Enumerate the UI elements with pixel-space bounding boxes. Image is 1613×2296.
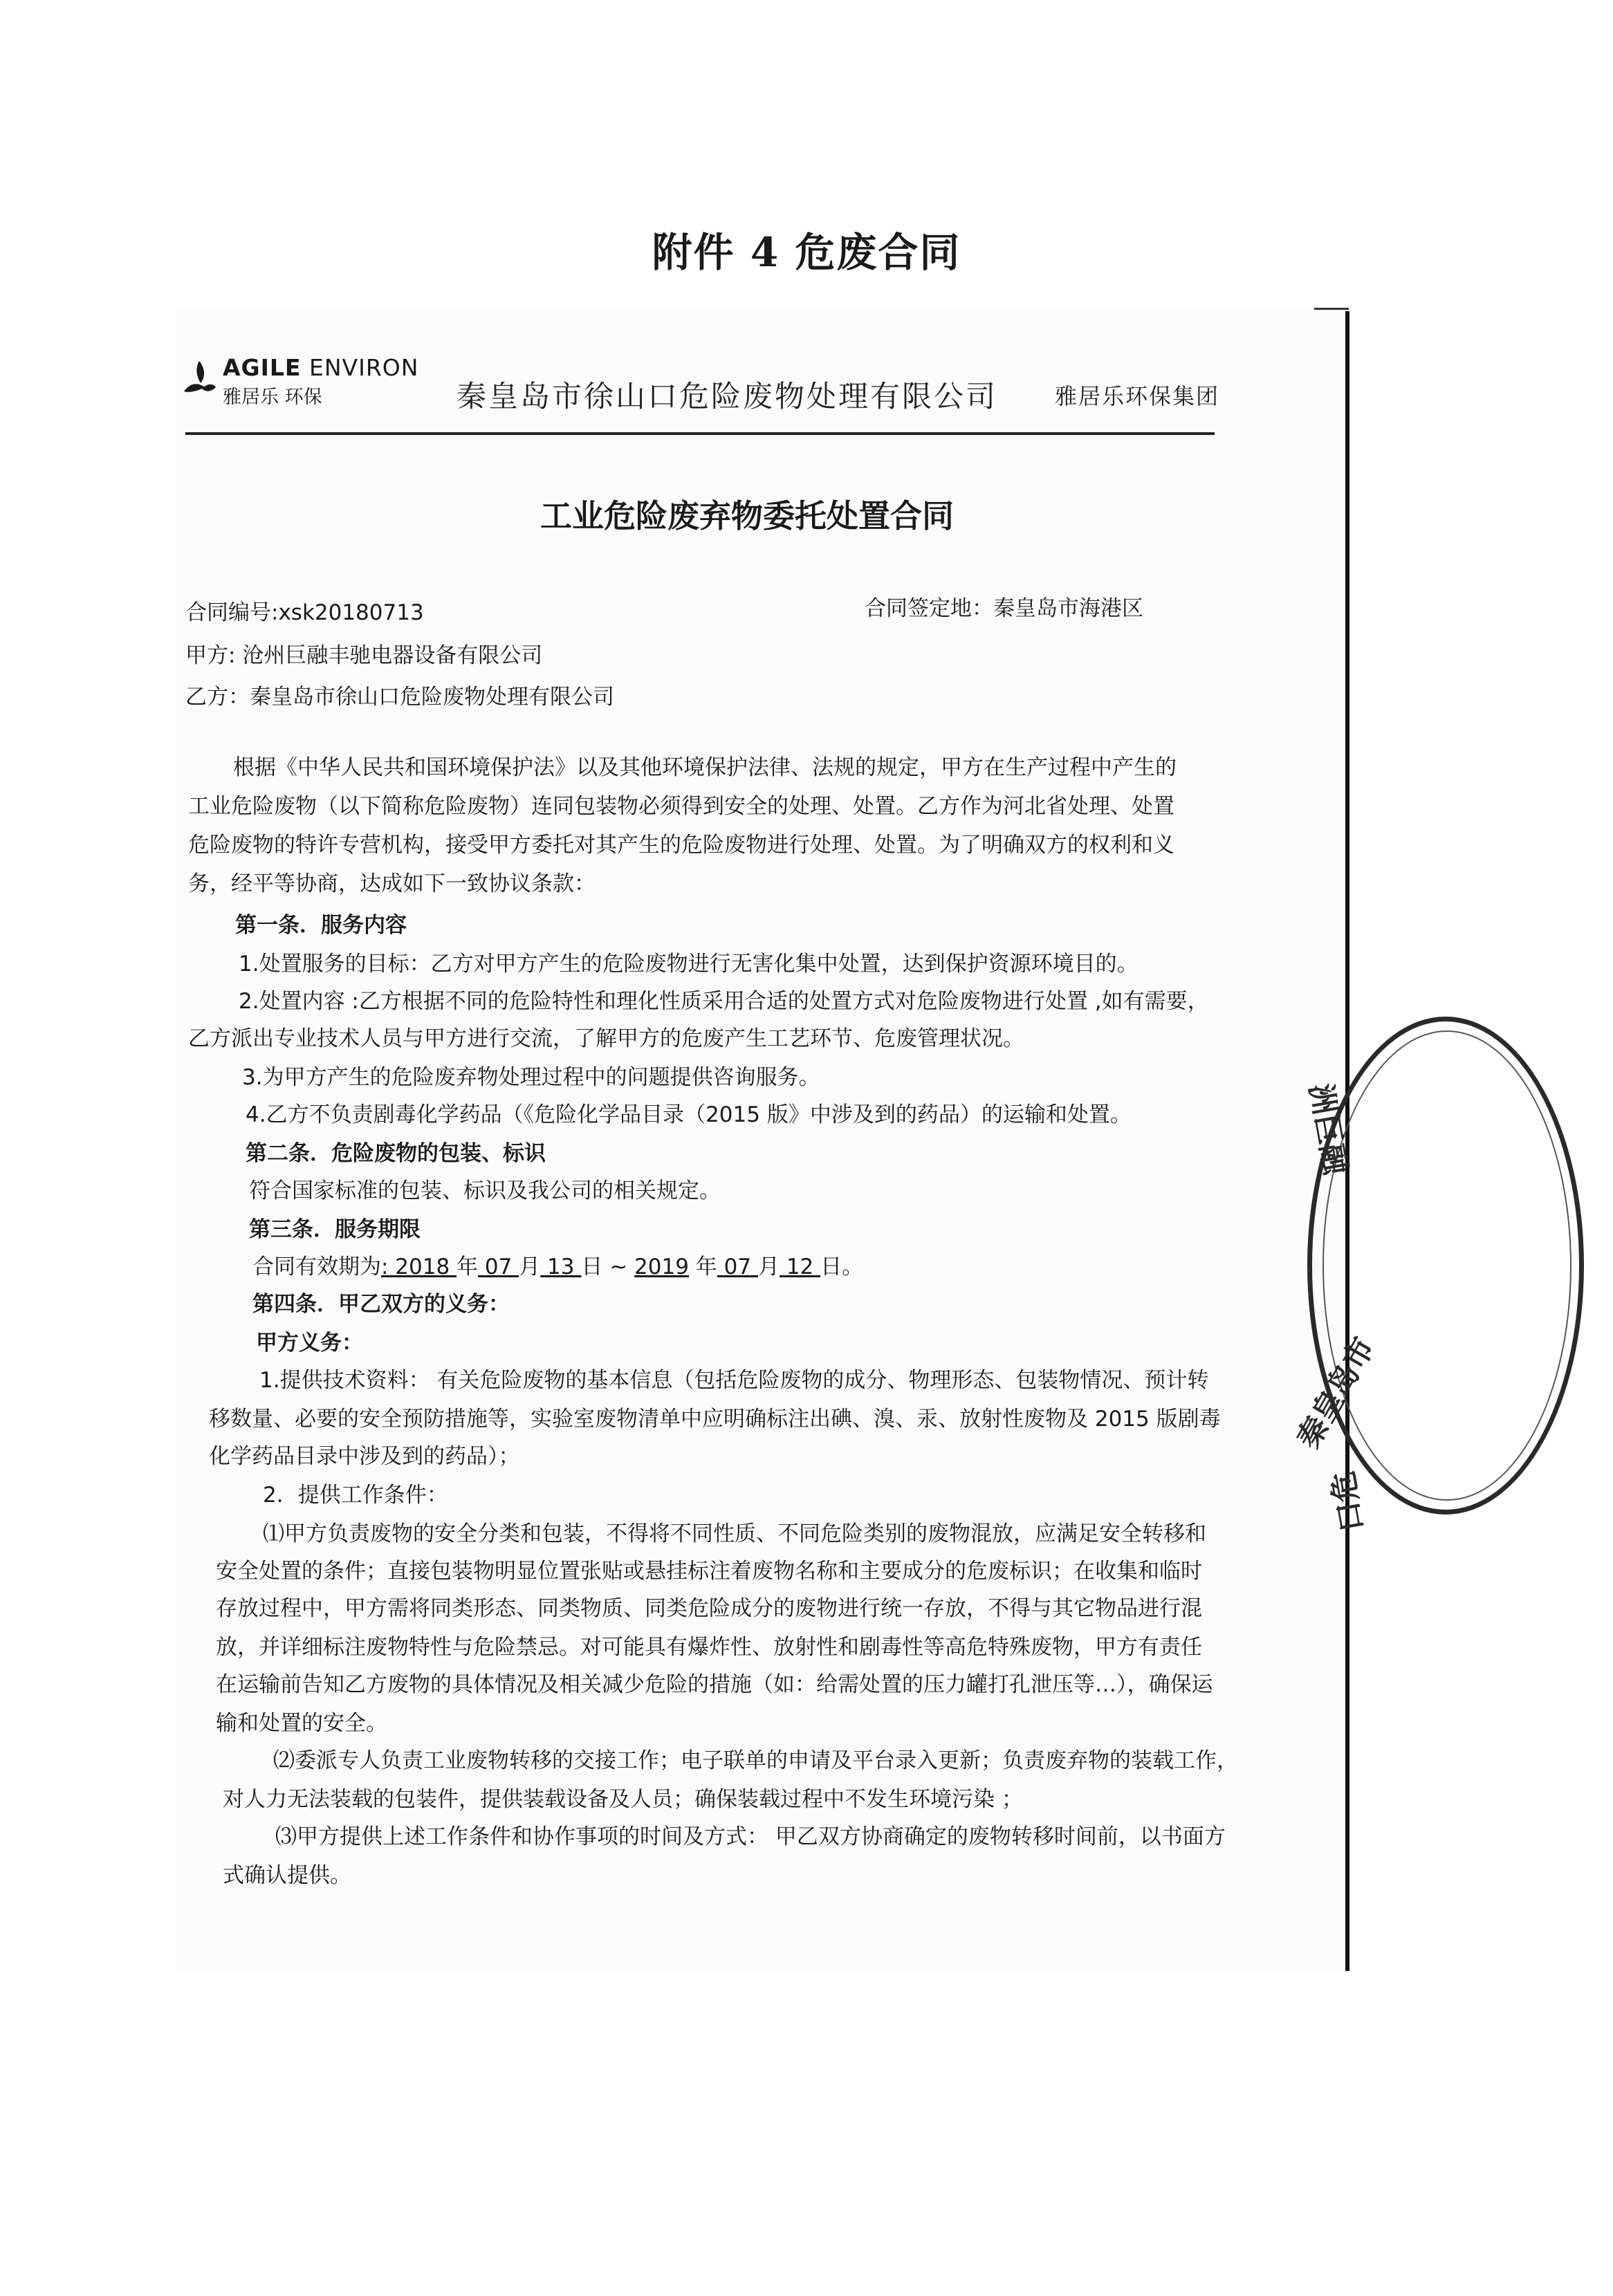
article-4-line: 式确认提供。 <box>223 1863 351 1888</box>
article-2-text: 符合国家标准的包装、标识及我公司的相关规定。 <box>249 1178 721 1203</box>
article-4-line: ⑴甲方负责废物的安全分类和包装，不得将不同性质、不同危险类别的废物混放，应满足安全转移和 <box>263 1521 1206 1546</box>
letterhead-rule <box>185 432 1215 435</box>
company-seal-inner-ring <box>1322 1030 1571 1501</box>
page-heading: 附件 4 危废合同 <box>652 229 961 276</box>
article-3-heading: 第三条．服务期限 <box>249 1217 421 1242</box>
preamble-line: 工业危险废物（以下简称危险废物）连同包装物必须得到安全的处理、处置。乙方作为河北省处理、处置 <box>188 794 1174 819</box>
party-b: 乙方：秦皇岛市徐山口危险废物处理有限公司 <box>185 685 614 710</box>
article-4-line: 存放过程中，甲方需将同类形态、同类物质、同类危险成分的废物进行统一存放，不得与其它物品进行混 <box>216 1596 1202 1621</box>
scan-edge-top <box>1314 308 1349 310</box>
article-4-line: 对人力无法装载的包装件，提供装载设备及人员；确保装载过程中不发生环境污染 ； <box>223 1787 1023 1812</box>
article-4-line: 化学药品目录中涉及到的药品）； <box>209 1444 520 1469</box>
stamp-text: 洲巨融 <box>1302 1081 1354 1178</box>
article-1-heading: 第一条．服务内容 <box>235 913 407 938</box>
service-term-line: 合同有效期为: 2018 年 07 月 13 日 ~ 2019 年 07 月 12 日。 <box>252 1255 864 1279</box>
article-4-line: 在运输前告知乙方废物的具体情况及相关减少危险的措施（如：给需处置的压力罐打孔泄压等…），确保运 <box>216 1672 1213 1697</box>
party-a: 甲方: 沧州巨融丰驰电器设备有限公司 <box>185 643 543 668</box>
signing-place: 合同签定地：秦皇岛市海港区 <box>865 596 1143 621</box>
article-4-line: ⑵委派专人负责工业废物转移的交接工作；电子联单的申请及平台录入更新；负责废弃物的装载工作， <box>273 1748 1238 1773</box>
letterhead-group: 雅居乐环保集团 <box>1055 383 1220 409</box>
agile-environ-logo <box>181 354 419 409</box>
article-1-item: 1.处置服务的目标：乙方对甲方产生的危险废物进行无害化集中处置，达到保护资源环境目的。 <box>239 952 1139 976</box>
article-1-item: 2.处置内容 :乙方根据不同的危险特性和理化性质采用合适的处置方式对危险废物进行处置 ,如有需要， <box>239 989 1209 1014</box>
article-4-line: ⑶甲方提供上述工作条件和协作事项的时间及方式： 甲乙双方协商确定的废物转移时间前，以书面方 <box>275 1824 1226 1849</box>
article-4-line: 移数量、必要的安全预防措施等，实验室废物清单中应明确标注出碘、溴、汞、放射性废物及 2015 版剧毒 <box>209 1407 1221 1432</box>
preamble-line: 务，经平等协商，达成如下一致协议条款： <box>188 871 596 896</box>
preamble-line: 危险废物的特许专营机构，接受甲方委托对其产生的危险废物进行处理、处置。为了明确双方的权利和义 <box>188 833 1174 858</box>
article-2-heading: 第二条．危险废物的包装、标识 <box>246 1141 546 1166</box>
contract-number: 合同编号:xsk20180713 <box>185 600 424 625</box>
stamp-text: 口危 <box>1325 1468 1371 1535</box>
party-a-duties-heading: 甲方义务： <box>256 1331 363 1355</box>
logo-leaf-icon <box>181 360 217 398</box>
article-4-line: 安全处置的条件；直接包装物明显位置张贴或悬挂标注着废物名称和主要成分的危废标识；在收集和临时 <box>216 1559 1202 1584</box>
article-4-heading: 第四条．甲乙双方的义务： <box>252 1292 510 1317</box>
logo-brand-cn: 雅居乐 环保 <box>223 387 322 408</box>
article-1-item: 3.为甲方产生的危险废弃物处理过程中的问题提供咨询服务。 <box>242 1065 820 1090</box>
logo-brand-en: AGILE ENVIRON <box>223 354 419 381</box>
preamble-line: 根据《中华人民共和国环境保护法》以及其他环境保护法律、法规的规定，甲方在生产过程中产生的 <box>233 755 1177 780</box>
article-4-line: 放，并详细标注废物特性与危险禁忌。对可能具有爆炸性、放射性和剧毒性等高危特殊废物，甲方有责任 <box>216 1635 1202 1660</box>
article-1-item: 4.乙方不负责剧毒化学药品（《危险化学品目录（2015 版》中涉及到的药品）的运输和处置。 <box>246 1102 1132 1127</box>
stamp-text: 秦皇岛市 <box>1290 1331 1382 1455</box>
letterhead-company: 秦皇岛市徐山口危险废物处理有限公司 <box>457 380 997 414</box>
contract-title: 工业危险废弃物委托处置合同 <box>540 497 954 535</box>
article-4-line: 1.提供技术资料： 有关危险废物的基本信息（包括危险废物的成分、物理形态、包装物情况、预计转 <box>259 1368 1209 1393</box>
article-4-line: 2．提供工作条件： <box>263 1483 448 1508</box>
article-4-line: 输和处置的安全。 <box>216 1711 387 1736</box>
article-1-item: 乙方派出专业技术人员与甲方进行交流，了解甲方的危废产生工艺环节、危废管理状况。 <box>188 1026 1024 1051</box>
